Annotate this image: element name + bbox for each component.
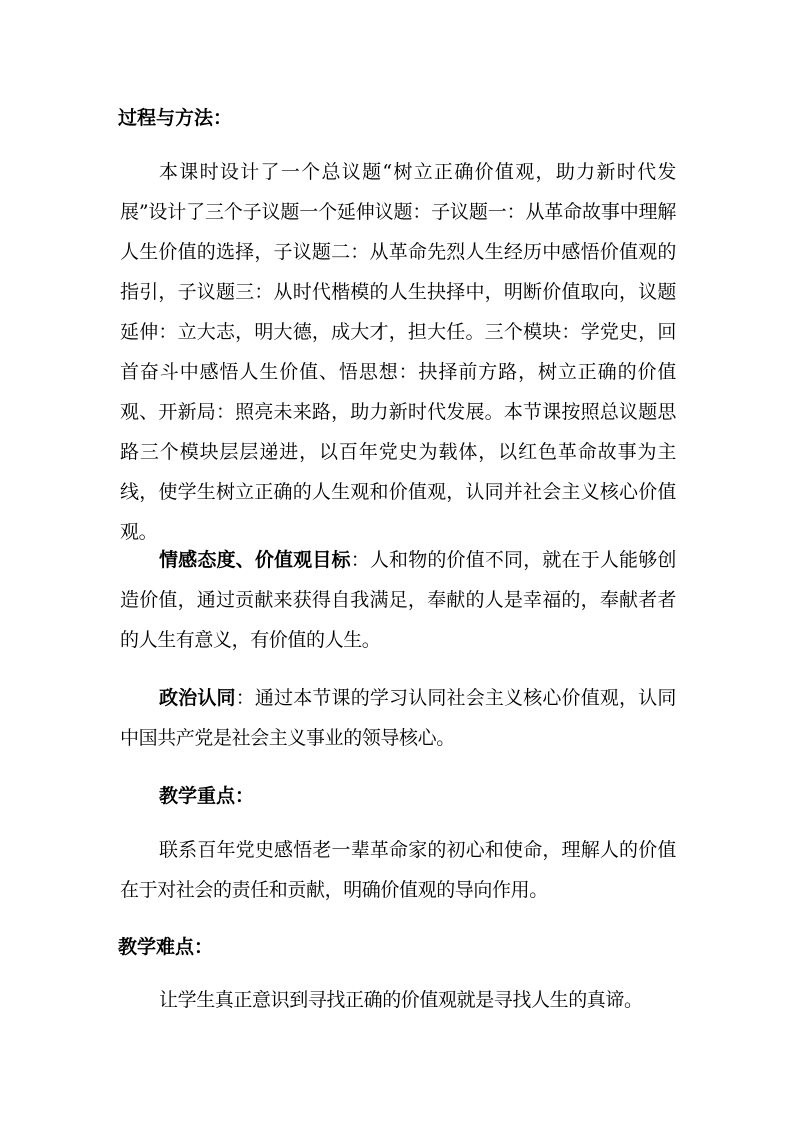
paragraph-emotion-values <box>120 540 676 660</box>
lead-emotion-values: 情感态度、价值观目标 <box>159 549 351 571</box>
text-political-identity: ：通过本节课的学习认同社会主义核心价值观，认同中国共产党是社会主义事业的领导核心。 <box>120 687 676 749</box>
heading-process-method: 过程与方法： <box>118 107 233 129</box>
heading-difficulties: 教学难点： <box>118 936 214 958</box>
lead-political-identity: 政治认同 <box>159 687 236 709</box>
paragraph-key-points: 联系百年党史感悟老一辈革命家的初心和使命，理解人的价值在于对社会的责任和贡献，明确价值观的导向作用。 <box>120 839 676 901</box>
text-emotion-values: ：人和物的价值不同，就在于人能够创造价值，通过贡献来获得自我满足，奉献的人是幸福的，奉献者者的人生有意义，有价值的人生。 <box>120 549 676 651</box>
heading-key-points: 教学重点： <box>159 785 255 807</box>
paragraph-difficulties: 让学生真正意识到寻找正确的价值观就是寻找人生的真谛。 <box>159 989 643 1011</box>
paragraph-process-method: 本课时设计了一个总议题“树立正确价值观，助力新时代发展”设计了三个子议题一个延伸议题：子议题一：从革命故事中理解人生价值的选择，子议题二：从革命先烈人生经历中感悟价值观的指引，子议题三：从时代楷模的人生抉择中，明断价值取向，议题延伸：立大志，明大德，成大才，担大任。三个模块：学党史，回首奋斗中感悟人生价值、悟思想：抉择前方路，树立正确的价值观、开新局：照亮未来路，助力新时代发展。本节课按照总议题思路三个模块层层递进，以百年党史为载体，以红色革命故事为主线，使学生树立正确的人生观和价值观，认同并社会主义核心价值观。 <box>120 161 676 543</box>
paragraph-political-identity <box>120 678 676 758</box>
